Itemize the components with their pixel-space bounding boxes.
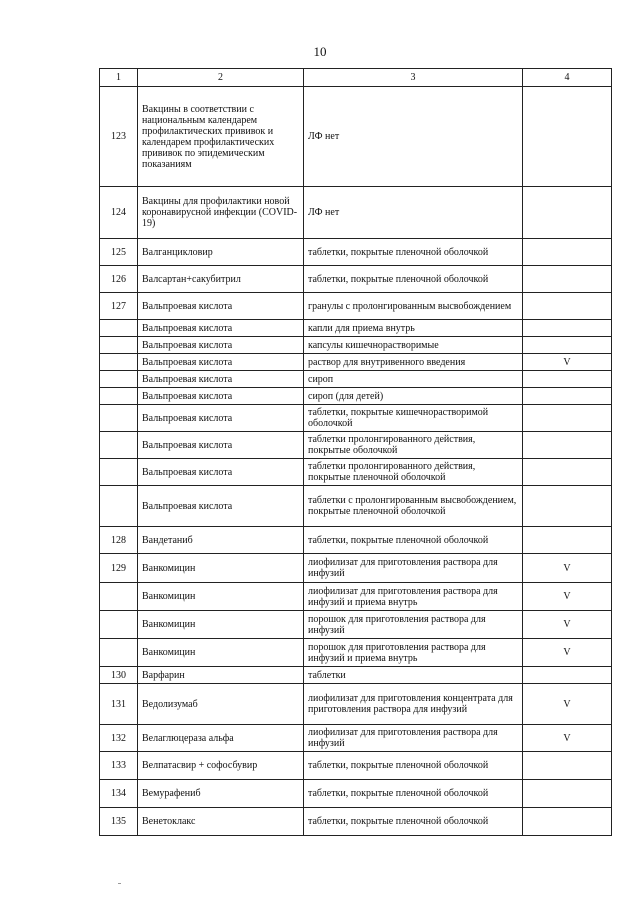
row-number [100,459,138,486]
dosage-form: таблетки, покрытые пленочной оболочкой [304,780,523,808]
row-number [100,639,138,667]
dosage-form: ЛФ нет [304,87,523,187]
table-row [100,337,612,354]
table-row [100,583,612,611]
row-number [100,388,138,405]
table-row [100,527,612,554]
drug-name: Вальпроевая кислота [138,293,304,320]
table-header-row [100,69,612,87]
table-row [100,486,612,527]
drug-name: Валсартан+сакубитрил [138,266,304,293]
drug-name: Вальпроевая кислота [138,432,304,459]
row-number: 124 [100,187,138,239]
drug-name: Вемурафениб [138,780,304,808]
table-row [100,684,612,725]
drug-name: Ванкомицин [138,583,304,611]
table-row [100,459,612,486]
dosage-form: таблетки пролонгированного действия, покрытые оболочкой [304,432,523,459]
dosage-form: таблетки, покрытые пленочной оболочкой [304,808,523,836]
drug-name: Вальпроевая кислота [138,405,304,432]
dosage-form: таблетки, покрытые кишечнорастворимой оболочкой [304,405,523,432]
row-number [100,583,138,611]
mark-cell [523,388,612,405]
dosage-form: лиофилизат для приготовления раствора для инфузий [304,725,523,752]
drug-name: Валганцикловир [138,239,304,266]
row-number [100,320,138,337]
table-row [100,432,612,459]
mark-cell [523,527,612,554]
row-number [100,371,138,388]
mark-cell: V [523,611,612,639]
drug-name: Ванкомицин [138,611,304,639]
row-number: 128 [100,527,138,554]
table-row [100,405,612,432]
drug-name: Вальпроевая кислота [138,337,304,354]
dosage-form: раствор для внутривенного введения [304,354,523,371]
table-row [100,87,612,187]
dosage-form: капсулы кишечнорастворимые [304,337,523,354]
table-row [100,293,612,320]
dosage-form: таблетки с пролонгированным высвобождением, покрытые пленочной оболочкой [304,486,523,527]
row-number: 125 [100,239,138,266]
row-number: 132 [100,725,138,752]
mark-cell [523,87,612,187]
row-number: 134 [100,780,138,808]
column-header: 1 [100,69,138,87]
table-row [100,667,612,684]
table-row [100,388,612,405]
mark-cell [523,266,612,293]
dosage-form: сироп (для детей) [304,388,523,405]
mark-cell: V [523,554,612,583]
page-number: 10 [313,44,327,59]
mark-cell: V [523,354,612,371]
mark-cell: V [523,684,612,725]
dosage-form: лиофилизат для приготовления раствора для инфузий и приема внутрь [304,583,523,611]
mark-cell [523,187,612,239]
mark-cell [523,337,612,354]
table-row [100,611,612,639]
dosage-form: капли для приема внутрь [304,320,523,337]
mark-cell [523,432,612,459]
row-number: 133 [100,752,138,780]
drug-name: Вальпроевая кислота [138,388,304,405]
dosage-form: порошок для приготовления раствора для инфузий и приема внутрь [304,639,523,667]
row-number: 126 [100,266,138,293]
dosage-form: гранулы с пролонгированным высвобождением [304,293,523,320]
dosage-form: таблетки [304,667,523,684]
mark-cell [523,459,612,486]
table-row [100,752,612,780]
dosage-form: ЛФ нет [304,187,523,239]
dosage-form: таблетки, покрытые пленочной оболочкой [304,266,523,293]
table-row [100,371,612,388]
table-row [100,320,612,337]
mark-cell [523,239,612,266]
mark-cell [523,320,612,337]
drug-name: Венетоклакс [138,808,304,836]
column-header: 4 [523,69,612,87]
dosage-form: таблетки пролонгированного действия, покрытые пленочной оболочкой [304,459,523,486]
mark-cell: V [523,639,612,667]
table-row [100,239,612,266]
mark-cell [523,667,612,684]
dosage-form: таблетки, покрытые пленочной оболочкой [304,239,523,266]
column-header: 3 [304,69,523,87]
mark-cell [523,371,612,388]
drug-name: Велаглюцераза альфа [138,725,304,752]
drug-name: Вакцины для профилактики новой коронавирусной инфекции (COVID-19) [138,187,304,239]
dosage-form: порошок для приготовления раствора для инфузий [304,611,523,639]
mark-cell [523,752,612,780]
table-row [100,639,612,667]
mark-cell: V [523,725,612,752]
drug-name: Ванкомицин [138,554,304,583]
table-row [100,725,612,752]
row-number: 131 [100,684,138,725]
column-header: 2 [138,69,304,87]
row-number [100,354,138,371]
mark-cell [523,808,612,836]
row-number: 127 [100,293,138,320]
drug-table [99,68,612,836]
drug-name: Вакцины в соответствии с национальным календарем профилактических прививок и календарем профилактических прививок по эпидемическим показаниям [138,87,304,187]
table-body [100,87,612,836]
mark-cell [523,405,612,432]
drug-name: Вальпроевая кислота [138,459,304,486]
dosage-form: таблетки, покрытые пленочной оболочкой [304,527,523,554]
row-number [100,432,138,459]
dosage-form: лиофилизат для приготовления раствора для инфузий [304,554,523,583]
drug-name: Велпатасвир + софосбувир [138,752,304,780]
drug-name: Вальпроевая кислота [138,371,304,388]
mark-cell: V [523,583,612,611]
drug-name: Ведолизумаб [138,684,304,725]
drug-name: Вандетаниб [138,527,304,554]
mark-cell [523,780,612,808]
table-row [100,808,612,836]
row-number [100,405,138,432]
dosage-form: сироп [304,371,523,388]
mark-cell [523,293,612,320]
row-number: 135 [100,808,138,836]
mark-cell [523,486,612,527]
row-number [100,337,138,354]
row-number [100,486,138,527]
scan-speck [118,883,121,884]
table-row [100,187,612,239]
table-row [100,780,612,808]
drug-name: Варфарин [138,667,304,684]
table-row [100,354,612,371]
table-row [100,554,612,583]
row-number: 130 [100,667,138,684]
row-number [100,611,138,639]
drug-name: Вальпроевая кислота [138,354,304,371]
drug-name: Вальпроевая кислота [138,486,304,527]
row-number: 123 [100,87,138,187]
row-number: 129 [100,554,138,583]
drug-name: Ванкомицин [138,639,304,667]
table-row [100,266,612,293]
dosage-form: лиофилизат для приготовления концентрата для приготовления раствора для инфузий [304,684,523,725]
drug-name: Вальпроевая кислота [138,320,304,337]
dosage-form: таблетки, покрытые пленочной оболочкой [304,752,523,780]
